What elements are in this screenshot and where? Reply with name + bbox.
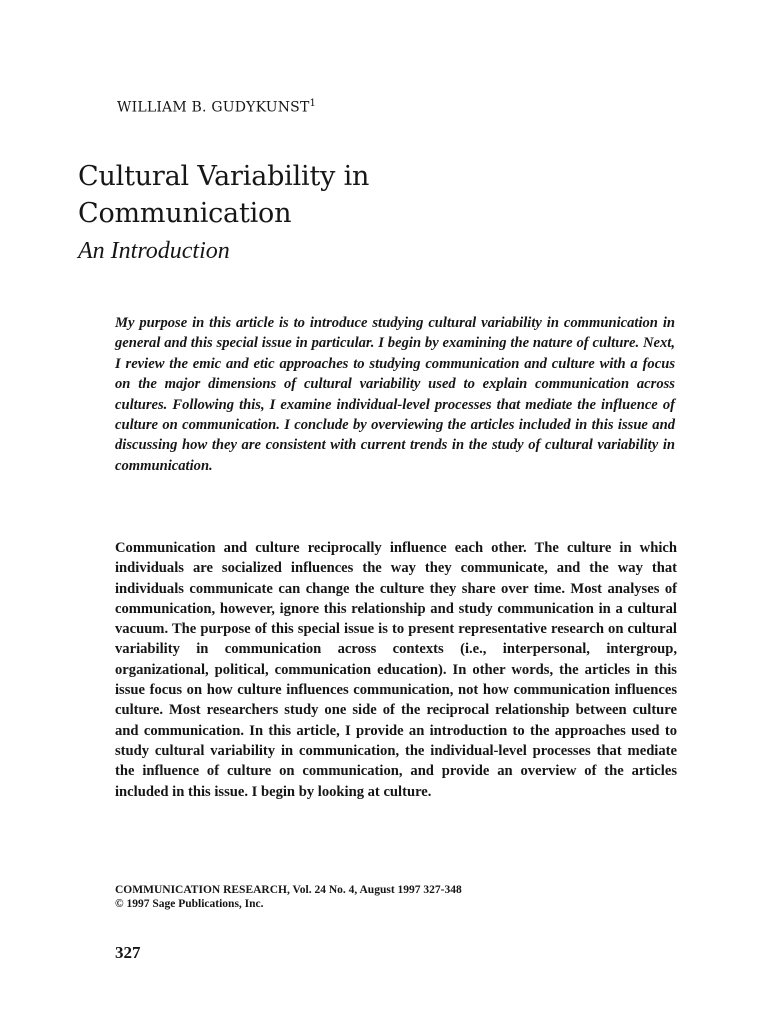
body-paragraph: Communication and culture reciprocally influence each other. The culture in which individuals are socialized influences the way they communicate, and the way that individuals communicate can change the culture they share over time. Most analyses of communication, however, ignore this relationship and study communication in a cultural vacuum. The purpose of this special issue is to present representative research on cultural variability in communication across contexts (i.e., interpersonal, intergroup, organizational, political, communication education). In other words, the articles in this issue focus on how culture influences communication, not how communication influences culture. Most researchers study one side of the reciprocal relationship between culture and communication. In this article, I provide an introduction to the approaches used to study cultural variability in communication, the individual-level processes that mediate the influence of culture on communication, and provide an overview of the articles included in this issue. I begin by looking at culture. [115,540,677,800]
journal-citation: COMMUNICATION RESEARCH, Vol. 24 No. 4, August 1997 327-348 [115,884,462,896]
article-subtitle: An Introduction [78,238,230,264]
citation-footer [115,883,462,911]
article-title: Cultural Variability in Communication [78,161,370,229]
abstract-paragraph: My purpose in this article is to introduce studying cultural variability in communication in general and this special issue in particular. I begin by examining the nature of culture. Next, I review the emic and etic approaches to studying communication and culture with a focus on the major dimensions of cultural variability used to explain communication across cultures. Following this, I examine individual-level processes that mediate the influence of culture on communication. I conclude by overviewing the articles included in this issue and discussing how they are consistent with current trends in the study of cultural variability in communication. [115,315,675,474]
author-byline [117,98,316,116]
author-name: WILLIAM B. GUDYKUNST [117,99,310,116]
copyright-notice: © 1997 Sage Publications, Inc. [115,898,264,910]
author-footnote-mark: 1 [309,98,317,109]
page-number: 327 [115,943,141,962]
